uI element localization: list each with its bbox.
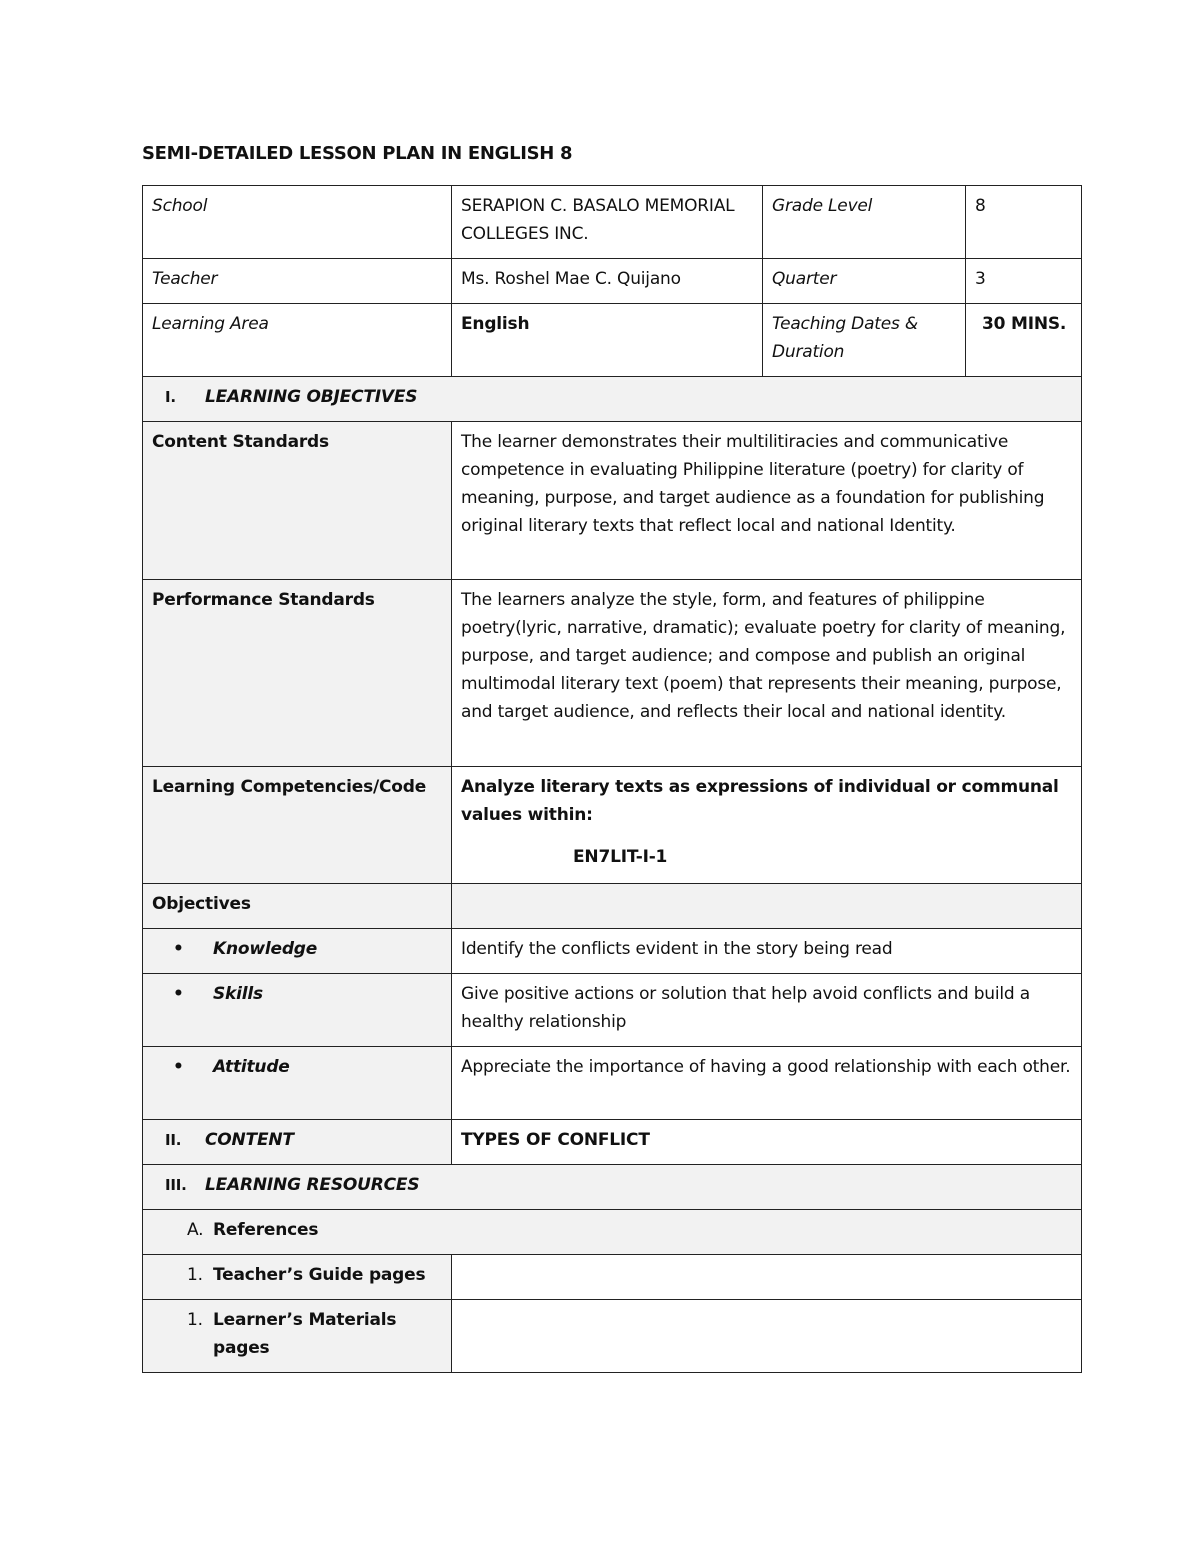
competencies-label: Learning Competencies/Code <box>143 767 452 884</box>
grade-level-value: 8 <box>966 186 1082 259</box>
list-number: 1. <box>187 1265 203 1285</box>
performance-standards-text: The learners analyze the style, form, and features of philippine poetry(lyric, narrative, dramatic); evaluate poetry for clarity of meaning, purpose, and target audience; and compose and publish an original multimodal literary text (poem) that represents their meaning, purpose, and target audience, and reflects their local and national identity. <box>452 580 1082 767</box>
list-letter: A. <box>187 1220 204 1240</box>
references-row <box>143 1210 1082 1255</box>
table-row <box>143 186 1082 259</box>
objective-skills-label: • Skills <box>143 974 452 1047</box>
content-standards-label: Content Standards <box>143 422 452 580</box>
bullet-icon: • <box>173 939 184 959</box>
section-learning-resources <box>143 1165 1082 1210</box>
section-content <box>143 1120 452 1165</box>
section-header-row <box>143 377 1082 422</box>
table-row <box>143 1255 1082 1300</box>
teacher-label: Teacher <box>143 259 452 304</box>
table-row <box>143 929 1082 974</box>
objective-skills-text: Give positive actions or solution that help avoid conflicts and build a healthy relationship <box>452 974 1082 1047</box>
objective-knowledge-text: Identify the conflicts evident in the story being read <box>452 929 1082 974</box>
grade-level-label: Grade Level <box>763 186 966 259</box>
table-row <box>143 304 1082 377</box>
objectives-label: Objectives <box>143 884 452 929</box>
teaching-dates-label: Teaching Dates & Duration <box>763 304 966 377</box>
bullet-icon: • <box>173 1057 184 1077</box>
section-learning-objectives <box>143 377 1082 422</box>
section-title: CONTENT <box>205 1130 294 1150</box>
table-row <box>143 974 1082 1047</box>
competencies-cell <box>452 767 1082 884</box>
objectives-empty <box>452 884 1082 929</box>
section-number: III. <box>165 1176 187 1194</box>
school-value: SERAPION C. BASALO MEMORIAL COLLEGES INC. <box>452 186 763 259</box>
bullet-icon: • <box>173 984 184 1004</box>
table-row <box>143 1047 1082 1120</box>
table-row <box>143 767 1082 884</box>
quarter-value: 3 <box>966 259 1082 304</box>
content-standards-text: The learner demonstrates their multilitiracies and communicative competence in evaluating Philippine literature (poetry) for clarity of meaning, purpose, and target audience as a foundation for publishing original literary texts that reflect local and national Identity. <box>452 422 1082 580</box>
page-title: SEMI-DETAILED LESSON PLAN IN ENGLISH 8 <box>142 143 573 164</box>
table-row <box>143 884 1082 929</box>
table-row <box>143 1120 1082 1165</box>
learners-materials-value <box>452 1300 1082 1373</box>
table-row <box>143 1210 1082 1255</box>
lesson-plan-table <box>142 185 1082 1373</box>
teachers-guide-value <box>452 1255 1082 1300</box>
competencies-text: Analyze literary texts as expressions of individual or communal values within: <box>461 777 1059 825</box>
objective-attitude-text: Appreciate the importance of having a good relationship with each other. <box>452 1047 1082 1120</box>
teachers-guide-label: 1. Teacher’s Guide pages <box>143 1255 452 1300</box>
learning-area-label: Learning Area <box>143 304 452 377</box>
list-number: 1. <box>187 1310 203 1330</box>
content-value: TYPES OF CONFLICT <box>452 1120 1082 1165</box>
table-row <box>143 259 1082 304</box>
teaching-dates-value: 30 MINS. <box>966 304 1082 377</box>
table-row <box>143 422 1082 580</box>
section-number: I. <box>165 388 176 406</box>
table-row <box>143 580 1082 767</box>
school-label: School <box>143 186 452 259</box>
quarter-label: Quarter <box>763 259 966 304</box>
section-header-row <box>143 1165 1082 1210</box>
section-title: LEARNING RESOURCES <box>205 1175 420 1195</box>
section-number: II. <box>165 1131 182 1149</box>
objective-attitude-label: • Attitude <box>143 1047 452 1120</box>
references-label: References <box>213 1220 319 1240</box>
learners-materials-label: 1. Learner’s Materials pages <box>143 1300 452 1373</box>
objective-knowledge-label: • Knowledge <box>143 929 452 974</box>
teacher-value: Ms. Roshel Mae C. Quijano <box>452 259 763 304</box>
section-title: LEARNING OBJECTIVES <box>205 387 418 407</box>
learning-area-value: English <box>452 304 763 377</box>
performance-standards-label: Performance Standards <box>143 580 452 767</box>
table-row <box>143 1300 1082 1373</box>
competency-code: EN7LIT-I-1 <box>573 847 668 867</box>
